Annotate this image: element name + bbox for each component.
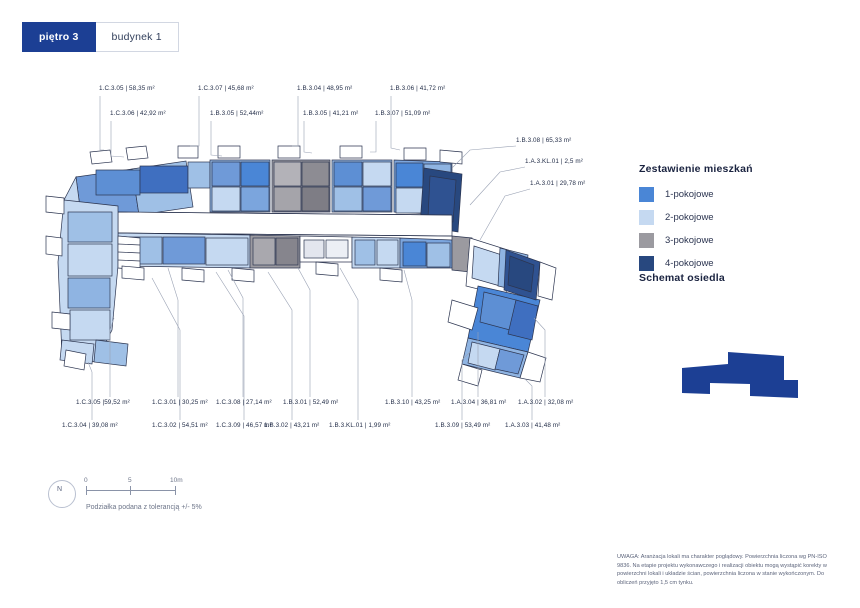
ruler-label-5: 5 [128, 477, 132, 484]
disclaimer-text: UWAGA: Aranżacja lokali ma charakter poglądowy. Powierzchnia liczona wg PN-ISO 9836. Na etapie projektu wykonawczego i realizacji obiektu mogą wystąpić korekty w powierzchni lokali i układzie ścian, powierzchnia liczona w stanie wykończonym. Do obliczeń przyjęto 1,5 cm tynku. [617, 554, 827, 586]
callout-label: 1.B.3.09 | 53,49 m² [435, 422, 491, 429]
estate-scheme-icon [680, 350, 800, 405]
callout-label: 1.B.3.01 | 52,49 m² [283, 399, 339, 406]
callout-label: 1.B.3.05 | 41,21 m² [303, 110, 359, 117]
callout-label: 1.C.3.04 | 39,08 m² [62, 422, 118, 429]
ruler-graphic [84, 477, 183, 494]
legend-item-label: 1-pokojowe [665, 189, 714, 200]
legend-panel [639, 163, 829, 279]
estate-scheme-title: Schemat osiedla [639, 272, 725, 284]
callout-label: 1.B.3.08 | 65,33 m² [516, 137, 572, 144]
legend-item-3-room [639, 233, 829, 248]
legend-item-1-room [639, 187, 829, 202]
callout-label: 1.A.3.03 | 41,48 m² [505, 422, 561, 429]
callout-label: 1.A.3.04 | 36,81 m² [451, 399, 507, 406]
legend-item-label: 2-pokojowe [665, 212, 714, 223]
legend-swatch-icon [639, 233, 654, 248]
callout-label: 1.C.3.02 | 54,51 m² [152, 422, 208, 429]
callout-label: 1.C.3.09 | 46,57 m² [216, 422, 272, 429]
callout-label: 1.C.3.01 | 30,25 m² [152, 399, 208, 406]
ruler-tick [175, 486, 176, 495]
callout-label: 1.A.3.KL.01 | 2,5 m² [525, 158, 583, 165]
legend-item-4-room [639, 256, 829, 271]
legend-item-label: 3-pokojowe [665, 235, 714, 246]
callout-label: 1.A.3.01 | 29,78 m² [530, 180, 586, 187]
callout-label: 1.C.3.07 | 45,68 m² [198, 85, 254, 92]
callout-label: 1.B.3.07 | 51,09 m² [375, 110, 431, 117]
callout-label: 1.B.3.05 | 52,44m² [210, 110, 264, 117]
legend-swatch-icon [639, 256, 654, 271]
scale-tolerance-note: Podziałka podana z tolerancją +/- 5% [86, 504, 202, 511]
legend-swatch-icon [639, 187, 654, 202]
callout-label: 1.A.3.02 | 32,08 m² [518, 399, 574, 406]
tab-building-label: budynek 1 [111, 31, 162, 43]
legend-item-label: 4-pokojowe [665, 258, 714, 269]
callout-label: 1.B.3.10 | 43,25 m² [385, 399, 441, 406]
ruler-label-0: 0 [84, 477, 88, 484]
legend-item-2-room [639, 210, 829, 225]
callout-label: 1.B.3.04 | 48,95 m² [297, 85, 353, 92]
callout-label: 1.C.3.05 |59,52 m² [76, 399, 130, 406]
ruler-line [86, 490, 176, 491]
callout-label: 1.C.3.06 | 42,92 m² [110, 110, 166, 117]
compass-icon [48, 480, 76, 508]
tab-floor-label: piętro 3 [39, 31, 79, 43]
ruler-tick [130, 486, 131, 495]
callout-label: 1.C.3.08 | 27,14 m² [216, 399, 272, 406]
compass-north-label: N [57, 486, 63, 493]
legend-title: Zestawienie mieszkań [639, 163, 753, 175]
callout-label: 1.B.3.06 | 41,72 m² [390, 85, 446, 92]
ruler-label-10: 10m [170, 477, 183, 484]
callout-label: 1.B.3.02 | 43,21 m² [264, 422, 320, 429]
ruler-tick [86, 486, 87, 495]
callout-label: 1.C.3.05 | 58,35 m² [99, 85, 155, 92]
scale-bar [48, 478, 298, 518]
legend-swatch-icon [639, 210, 654, 225]
callout-label: 1.B.3.KL.01 | 1,99 m² [329, 422, 391, 429]
